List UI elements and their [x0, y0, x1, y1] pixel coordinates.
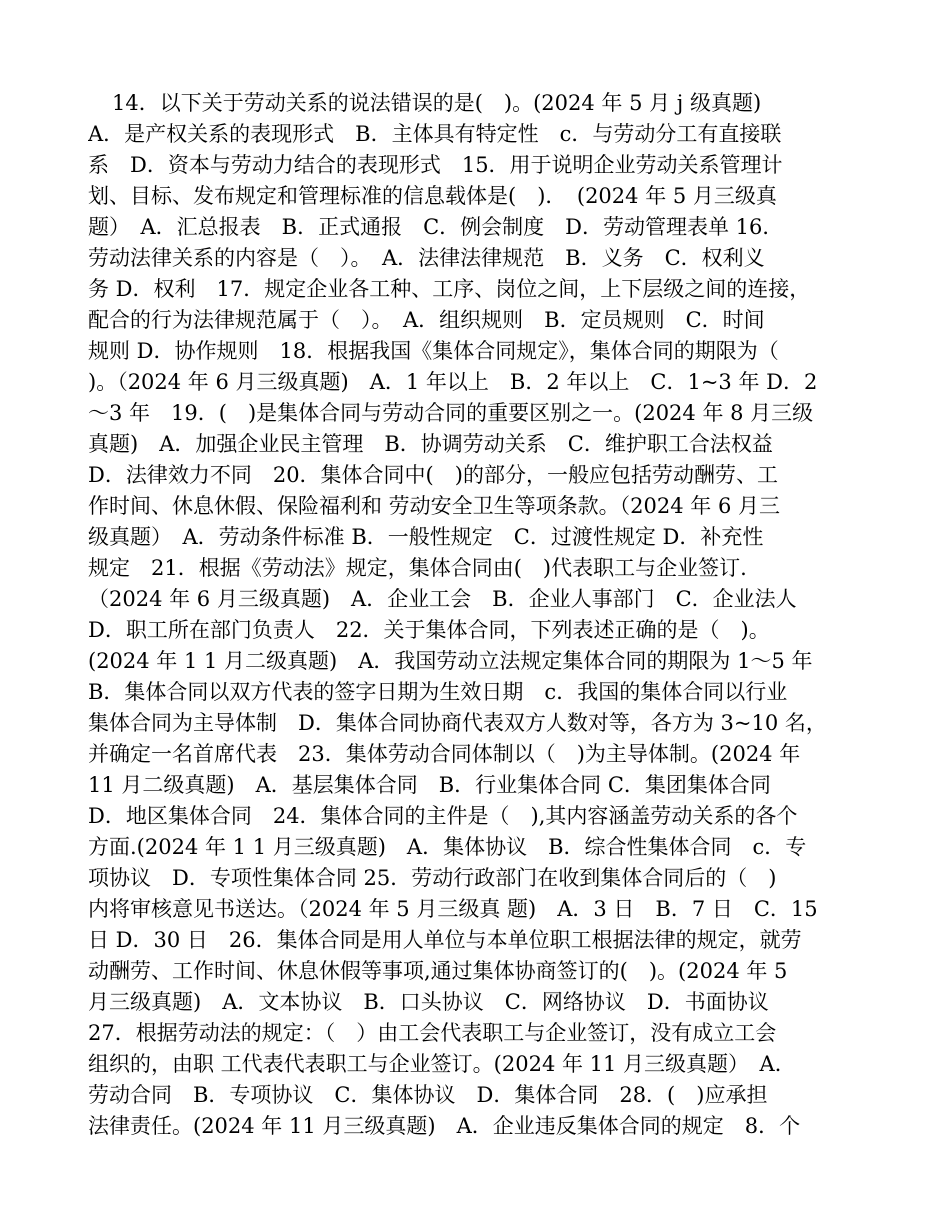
- text-line: 11 月二级真题) A．基层集体合同 B．行业集体合同 C．集团集体合同: [88, 773, 771, 797]
- text-line: 系 D．资本与劳动力结合的表现形式 15．用于说明企业劳动关系管理计: [88, 153, 783, 177]
- text-line: 级真题） A．劳动条件标准 B．一般性规定 C．过渡性规定 D．补充性: [88, 525, 764, 549]
- text-line: 务 D．权利 17．规定企业各工种、工序、岗位之间，上下层级之间的连接，: [88, 277, 811, 301]
- text-line: 配合的行为法律规范属于（ ）。 A．组织规则 B．定员规则 C．时间: [88, 308, 765, 332]
- text-line: 真题) A．加强企业民主管理 B．协调劳动关系 C．维护职工合法权益: [88, 432, 773, 456]
- text-line: 项协议 D．专项性集体合同 25．劳动行政部门在收到集体合同后的（ ): [88, 866, 777, 890]
- text-line: 方面.(2024 年 1 1 月三级真题) A．集体协议 B．综合性集体合同 c．专: [88, 835, 807, 859]
- text-line: 27．根据劳动法的规定：（ ）由工会代表职工与企业签订，没有成立工会: [88, 1021, 777, 1045]
- text-line: 作时间、休息休假、保险福利和 劳动安全卫生等项条款。（2024 年 6 月三: [88, 494, 781, 518]
- text-line: 规定 21．根据《劳动法》规定，集体合同由( )代表职工与企业签订.: [88, 556, 747, 580]
- text-line: 日 D．30 日 26．集体合同是用人单位与本单位职工根据法律的规定，就劳: [88, 928, 802, 952]
- text-line: (2024 年 1 1 月二级真题) A．我国劳动立法规定集体合同的期限为 1～5 年: [88, 649, 813, 673]
- text-line: A．是产权关系的表现形式 B．主体具有特定性 c．与劳动分工有直接联: [88, 122, 782, 146]
- text-line: )。（2024 年 6 月三级真题) A．1 年以上 B．2 年以上 C．1~3 年 D．2: [88, 370, 818, 394]
- exam-questions-text: [88, 88, 868, 1142]
- text-line: D．地区集体合同 24．集体合同的主件是（ ),其内容涵盖劳动关系的各个: [88, 804, 798, 828]
- text-line: 内将审核意见书送达。（2024 年 5 月三级真 题) A．3 日 B．7 日 C．15: [88, 897, 818, 921]
- text-line: 动酬劳、工作时间、休息休假等事项,通过集体协商签订的( )。(2024 年 5: [88, 959, 788, 983]
- text-line: D．职工所在部门负责人 22．关于集体合同，下列表述正确的是（ )。: [88, 618, 770, 642]
- text-line: D．法律效力不同 20．集体合同中( )的部分，一般应包括劳动酬劳、工: [88, 463, 778, 487]
- text-line: 题） A．汇总报表 B．正式通报 C．例会制度 D．劳动管理表单 16．: [88, 215, 784, 239]
- text-line: 月三级真题) A．文本协议 B．口头协议 C．网络协议 D．书面协议: [88, 990, 769, 1014]
- text-line: 集体合同为主导体制 D．集体合同协商代表双方人数对等，各方为 3~10 名，: [88, 711, 827, 735]
- text-line: 法律责任。(2024 年 11 月三级真题) A．企业违反集体合同的规定 8．个: [88, 1114, 801, 1138]
- text-line: 劳动合同 B．专项协议 C．集体协议 D．集体合同 28．( )应承担: [88, 1083, 768, 1107]
- text-line: 14．以下关于劳动关系的说法错误的是( )。(2024 年 5 月 j 级真题): [112, 91, 762, 115]
- text-line: 组织的，由职 工代表代表职工与企业签订。(2024 年 11 月三级真题） A．: [88, 1052, 796, 1076]
- text-line: 规则 D．协作规则 18．根据我国《集体合同规定》，集体合同的期限为（: [88, 339, 779, 363]
- text-line: 劳动法律关系的内容是（ ）。 A．法律法律规范 B．义务 C．权利义: [88, 246, 765, 270]
- text-line: （2024 年 6 月三级真题) A．企业工会 B．企业人事部门 C．企业法人: [88, 587, 797, 611]
- text-line: 划、目标、发布规定和管理标准的信息载体是( )． (2024 年 5 月三级真: [88, 184, 777, 208]
- text-line: B．集体合同以双方代表的签字日期为生效日期 c．我国的集体合同以行业: [88, 680, 788, 704]
- text-line: 并确定一名首席代表 23．集体劳动合同体制以（ )为主导体制。(2024 年: [88, 742, 801, 766]
- text-line: ～3 年 19．( )是集体合同与劳动合同的重要区别之一。(2024 年 8 月三级: [88, 401, 814, 425]
